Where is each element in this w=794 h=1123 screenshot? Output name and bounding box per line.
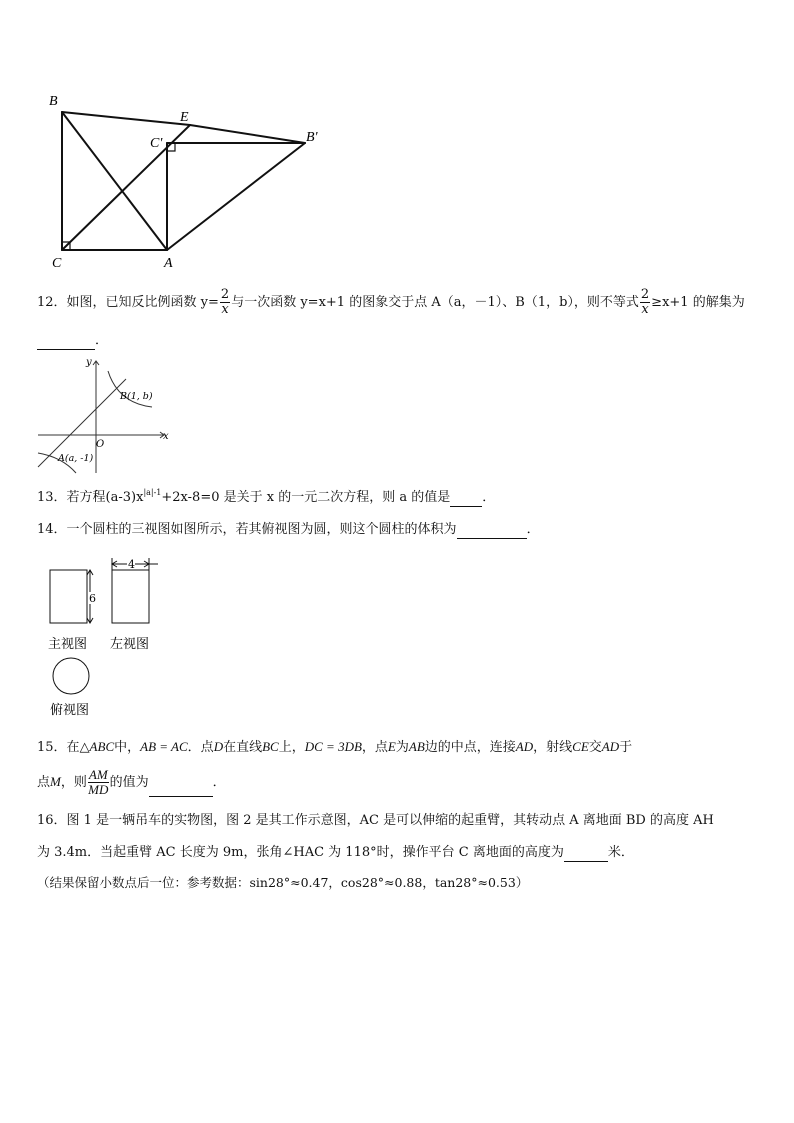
height-value: 6: [89, 592, 96, 605]
segment-BA: [62, 112, 167, 250]
fraction-2-over-x: $\frac{2}{x}$: [220, 287, 230, 317]
question-16-line2: 为 3.4m．当起重臂 AC 长度为 9m，张角∠HAC 为 118°时，操作平台 C 离地面的高度为 米．: [37, 845, 634, 860]
width-value: 4: [128, 558, 135, 571]
point-B-label: B(1, b): [120, 391, 153, 402]
point-A-label: A(a, -1): [58, 453, 94, 464]
question-number: 15．: [37, 740, 67, 755]
axis-label-x: x: [163, 431, 169, 442]
answer-blank-12[interactable]: ．: [37, 331, 108, 350]
fraction-AM-over-MD: $\frac{AM}{MD}$: [88, 767, 109, 797]
fraction-2-over-x: $\frac{2}{x}$: [640, 287, 650, 317]
question-12-line1: 12．如图，已知反比例函数 y= $\frac{2}{x}$ 与一次函数 y=x+1 的图象交于点 A（a，－1）、B（1，b），则不等式 $\frac{2}{x}$ ≥x+1 的解集为: [37, 287, 745, 317]
question-16-line1: 16．图 1 是一辆吊车的实物图，图 2 是其工作示意图，AC 是可以伸缩的起重臂，其转动点 A 离地面 BD 的高度 AH: [37, 813, 714, 828]
question-number: 16．: [37, 813, 67, 828]
side-view-rect: [112, 570, 149, 623]
origin-label: O: [96, 439, 105, 450]
segment-BE: [62, 112, 190, 125]
segment-ABprime: [167, 143, 305, 250]
geometry-figure-11: [40, 85, 340, 275]
label-B-prime: B': [306, 130, 318, 145]
three-view-figure-14: [40, 550, 170, 720]
front-view-rect: [50, 570, 87, 623]
question-13: 13．若方程$(a-3)x^{|a|-1}+2x-8=0$ 是关于 x 的一元二次方程，则 a 的值是 ．: [37, 488, 496, 505]
function-graph-12: [36, 355, 176, 475]
answer-blank-16[interactable]: [564, 843, 608, 862]
front-view-label: 主视图: [48, 637, 88, 652]
answer-blank-15[interactable]: [149, 778, 213, 797]
top-view-label: 俯视图: [50, 703, 90, 718]
answer-blank-13[interactable]: [450, 488, 482, 507]
segment-EBprime: [190, 125, 305, 143]
question-14: 14．一个圆柱的三视图如图所示，若其俯视图为圆，则这个圆柱的体积为 ．: [37, 522, 540, 537]
question-16-reference-data: （结果保留小数点后一位：参考数据：sin28°≈0.47，cos28°≈0.88，tan28°≈0.53）: [37, 875, 529, 890]
label-B: B: [49, 94, 58, 109]
question-number: 12．: [37, 295, 67, 310]
question-15-line2: 点M，则 $\frac{AM}{MD}$ 的值为 ．: [37, 767, 226, 797]
label-C-prime: C': [150, 136, 163, 151]
label-E: E: [180, 110, 189, 125]
side-view-label: 左视图: [110, 637, 150, 652]
label-A: A: [164, 256, 173, 271]
top-view-circle: [53, 658, 89, 694]
label-C: C: [52, 256, 62, 271]
exponent: |a|-1: [143, 488, 162, 497]
answer-blank-14[interactable]: [457, 520, 527, 539]
question-number: 13．: [37, 490, 67, 505]
question-15-line1: 15．在△ABC中，AB = AC．点D在直线BC上，DC = 3DB，点E为AB边的中点，连接AD，射线CE交AD于: [37, 739, 633, 755]
axis-label-y: y: [86, 357, 92, 368]
question-number: 14．: [37, 522, 67, 537]
